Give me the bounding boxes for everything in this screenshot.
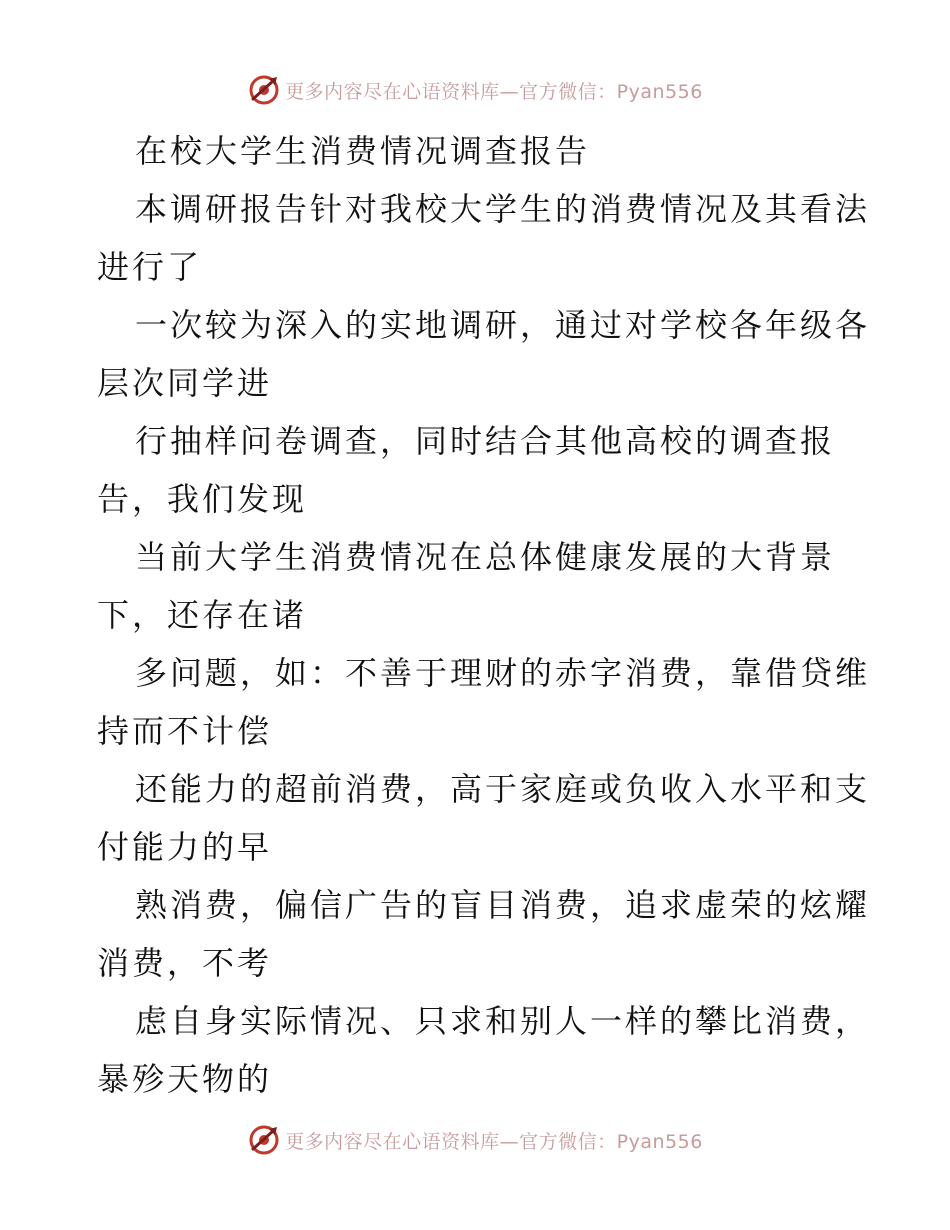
- paragraph-line: 虑自身实际情况、只求和别人一样的攀比消费，: [135, 1002, 871, 1040]
- header-watermark: [0, 70, 950, 110]
- paragraph-line: 一次较为深入的实地调研，通过对学校各年级各: [135, 306, 871, 344]
- paragraph-line: 消费，不考: [97, 944, 273, 982]
- paragraph-line: 付能力的早: [97, 828, 273, 866]
- paragraph-line: 进行了: [97, 248, 203, 286]
- paragraph-line: 当前大学生消费情况在总体健康发展的大背景: [135, 538, 836, 576]
- paragraph-line: 行抽样问卷调查，同时结合其他高校的调查报: [135, 422, 836, 460]
- paragraph-line: 持而不计偿: [97, 712, 273, 750]
- document-title: 在校大学生消费情况调查报告: [135, 132, 591, 170]
- footer-watermark: [0, 1120, 950, 1160]
- paragraph-line: 多问题，如：不善于理财的赤字消费，靠借贷维: [135, 654, 871, 692]
- paragraph-line: 告，我们发现: [97, 480, 308, 518]
- document-body: [97, 122, 871, 1108]
- paragraph-line: 下，还存在诸: [97, 596, 308, 634]
- footer-watermark-text: 更多内容尽在心语资料库—官方微信：Pyan556: [285, 1130, 703, 1153]
- paragraph-line: 还能力的超前消费，高于家庭或负收入水平和支: [135, 770, 871, 808]
- paragraph-line: 本调研报告针对我校大学生的消费情况及其看法: [135, 190, 871, 228]
- brand-logo-icon: [247, 1123, 281, 1157]
- paragraph-line: 暴殄天物的: [97, 1060, 273, 1098]
- paragraph-line: 层次同学进: [97, 364, 273, 402]
- brand-logo-icon: [247, 73, 281, 107]
- header-watermark-text: 更多内容尽在心语资料库—官方微信：Pyan556: [285, 80, 703, 103]
- paragraph-line: 熟消费，偏信广告的盲目消费，追求虚荣的炫耀: [135, 886, 871, 924]
